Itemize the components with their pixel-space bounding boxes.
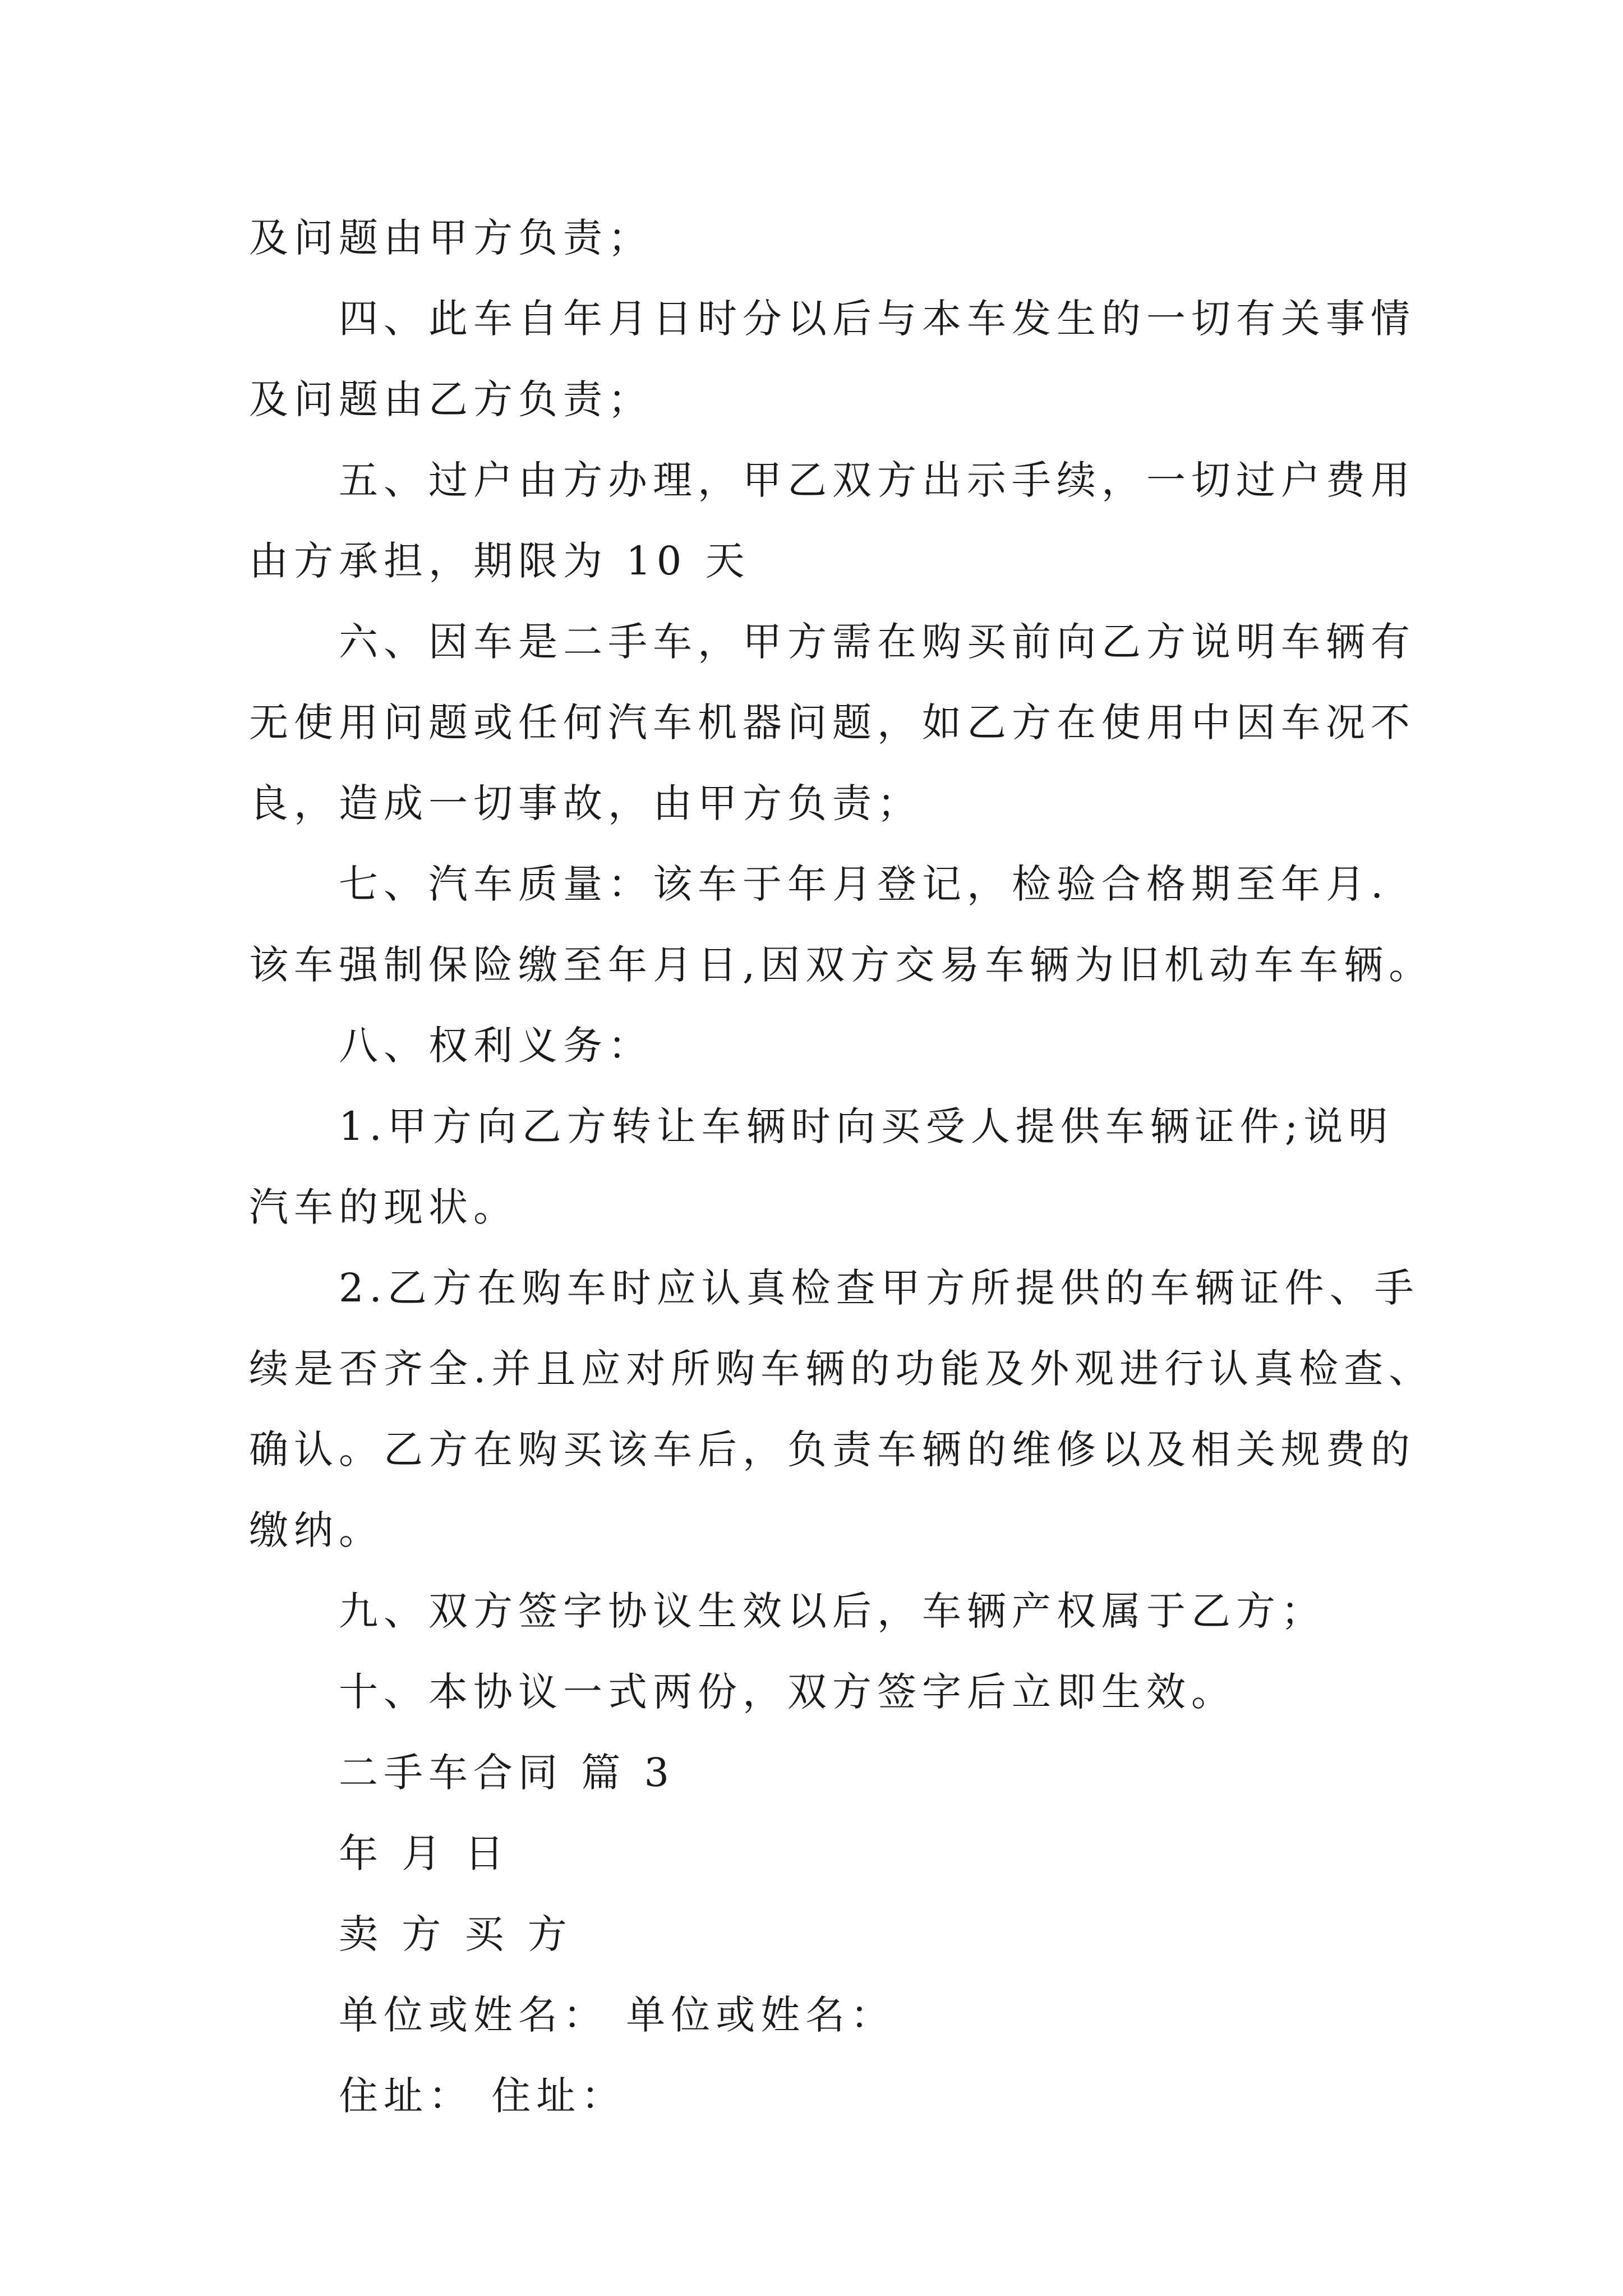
document-line: 及问题由甲方负责； (249, 215, 653, 261)
document-line: 十、本协议一式两份，双方签字后立即生效。 (339, 1669, 1236, 1715)
document-line: 缴纳。 (249, 1507, 384, 1553)
document-line: 确认。乙方在购买该车后，负责车辆的维修以及相关规费的 (249, 1427, 1415, 1473)
document-line: 由方承担，期限为 10 天 (249, 538, 750, 584)
document-line: 续是否齐全.并且应对所购车辆的功能及外观进行认真检查、 (249, 1346, 1434, 1392)
document-line: 七、汽车质量：该车于年月登记，检验合格期至年月. (339, 861, 1389, 907)
document-line: 六、因车是二手车，甲方需在购买前向乙方说明车辆有 (339, 619, 1415, 665)
document-line: 该车强制保险缴至年月日,因双方交易车辆为旧机动车车辆。 (249, 942, 1434, 988)
document-line: 单位或姓名： 单位或姓名： (339, 1992, 896, 2038)
document-line: 1.甲方向乙方转让车辆时向买受人提供车辆证件;说明 (339, 1103, 1394, 1149)
document-line: 五、过户由方办理，甲乙双方出示手续，一切过户费用 (339, 457, 1415, 503)
document-line: 住址： 住址： (339, 2073, 626, 2119)
document-line: 二手车合同 篇 3 (339, 1750, 675, 1796)
document-line: 九、双方签字协议生效以后，车辆产权属于乙方； (339, 1588, 1326, 1634)
document-line: 四、此车自年月日时分以后与本车发生的一切有关事情 (339, 296, 1415, 342)
document-line: 2.乙方在购车时应认真检查甲方所提供的车辆证件、手 (339, 1265, 1419, 1311)
document-body (249, 197, 1434, 2136)
document-line: 年 月 日 (339, 1830, 510, 1876)
document-line: 八、权利义务： (339, 1023, 653, 1069)
document-line: 无使用问题或任何汽车机器问题，如乙方在使用中因车况不 (249, 700, 1415, 746)
document-line: 卖 方 买 方 (339, 1911, 573, 1957)
document-line: 汽车的现状。 (249, 1184, 518, 1230)
document-line: 及问题由乙方负责； (249, 376, 653, 422)
document-line: 良，造成一切事故，由甲方负责； (249, 780, 922, 826)
